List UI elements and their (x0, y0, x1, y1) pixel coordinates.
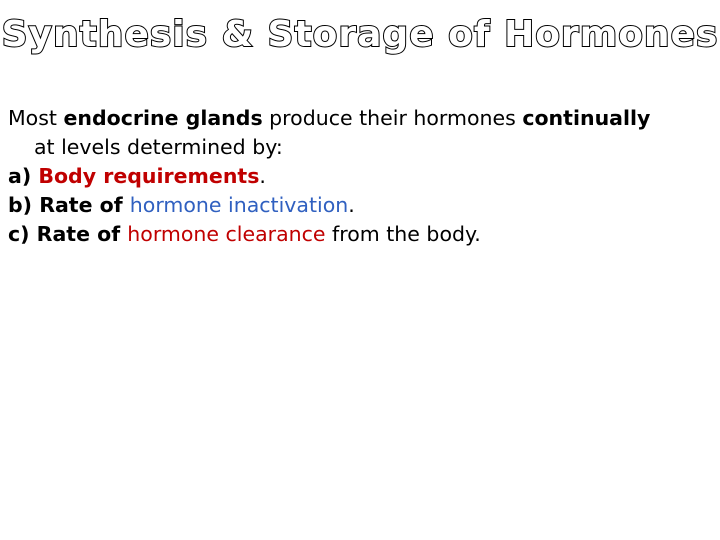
continually-term: continually (522, 106, 651, 130)
list-suffix-b: . (348, 193, 355, 217)
list-item-a (8, 162, 712, 191)
endocrine-glands-term: endocrine glands (63, 106, 263, 130)
intro-text-1: Most (8, 106, 64, 130)
list-item-b (8, 191, 712, 220)
list-prefix-c: Rate of (36, 222, 128, 246)
list-item-c (8, 220, 712, 249)
intro-line-1 (8, 104, 712, 133)
hormone-inactivation-term: hormone inactivation (129, 193, 349, 217)
intro-text-2: produce their hormones (262, 106, 523, 130)
body-requirements-term: Body requirements (38, 164, 260, 188)
hormone-clearance-term: hormone clearance (127, 222, 326, 246)
list-marker-c: c) (8, 222, 37, 246)
list-marker-a: a) (8, 164, 39, 188)
list-prefix-b: Rate of (39, 193, 130, 217)
list-suffix-c: from the body. (325, 222, 481, 246)
list-marker-b: b) (8, 193, 40, 217)
slide-title: Synthesis & Storage of Hormones (1, 14, 719, 55)
intro-line-2: at levels determined by: (34, 135, 283, 159)
slide-body (8, 104, 712, 249)
list-suffix-a: . (259, 164, 266, 188)
